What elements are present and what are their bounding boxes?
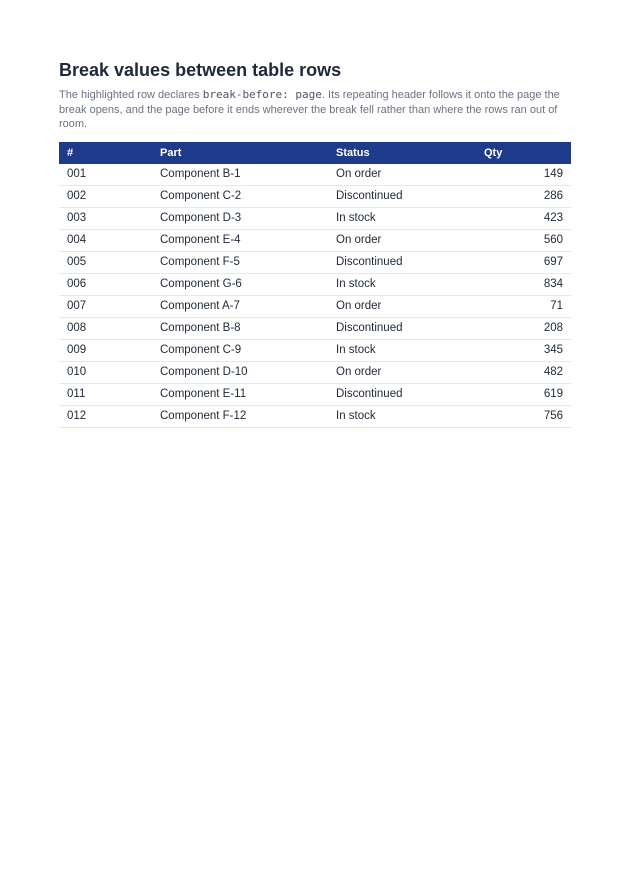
cell-qty: 697 — [476, 251, 571, 273]
cell-status: Discontinued — [328, 383, 476, 405]
cell-qty: 482 — [476, 361, 571, 383]
cell-number: 008 — [59, 317, 152, 339]
column-header-number: # — [67, 146, 74, 159]
cell-number: 003 — [59, 207, 152, 229]
cell-number: 004 — [59, 229, 152, 251]
cell-qty: 286 — [476, 185, 571, 207]
cell-part: Component D-10 — [152, 361, 328, 383]
cell-part: Component F-12 — [152, 405, 328, 427]
cell-part: Component E-4 — [152, 229, 328, 251]
cell-qty: 149 — [476, 164, 571, 186]
description-code: break-before: page — [202, 88, 322, 101]
cell-status: In stock — [328, 339, 476, 361]
cell-number: 010 — [59, 361, 152, 383]
cell-status: On order — [328, 164, 476, 186]
description-text-after: . Its repeating header follows it onto the page the break opens, and the page before it ends wherever the break fell rather than where the rows ran out of room. — [59, 89, 560, 130]
cell-part: Component C-9 — [152, 339, 328, 361]
cell-qty: 756 — [476, 405, 571, 427]
cell-qty: 423 — [476, 207, 571, 229]
table-row — [59, 317, 571, 339]
cell-part: Component A-7 — [152, 295, 328, 317]
cell-status: On order — [328, 295, 476, 317]
table-row — [59, 164, 571, 186]
cell-part: Component E-11 — [152, 383, 328, 405]
cell-qty: 71 — [476, 295, 571, 317]
cell-part: Component G-6 — [152, 273, 328, 295]
cell-number: 009 — [59, 339, 152, 361]
cell-qty: 560 — [476, 229, 571, 251]
page-description — [59, 88, 571, 132]
cell-part: Component F-5 — [152, 251, 328, 273]
cell-status: In stock — [328, 273, 476, 295]
table-row — [59, 251, 571, 273]
document-page — [59, 58, 571, 428]
cell-number: 002 — [59, 185, 152, 207]
cell-number: 012 — [59, 405, 152, 427]
page-title: Break values between table rows — [59, 60, 342, 80]
table-row — [59, 207, 571, 229]
table-row — [59, 185, 571, 207]
parts-table — [59, 142, 571, 428]
cell-status: In stock — [328, 207, 476, 229]
table-row — [59, 405, 571, 427]
cell-status: On order — [328, 229, 476, 251]
cell-qty: 208 — [476, 317, 571, 339]
table-row — [59, 229, 571, 251]
table-row — [59, 295, 571, 317]
table-row — [59, 273, 571, 295]
cell-status: On order — [328, 361, 476, 383]
table-row — [59, 339, 571, 361]
column-header-part: Part — [160, 146, 182, 159]
description-text-before: The highlighted row declares — [59, 89, 203, 101]
column-header-status: Status — [336, 146, 370, 159]
table-header — [59, 142, 571, 164]
cell-qty: 619 — [476, 383, 571, 405]
cell-part: Component C-2 — [152, 185, 328, 207]
cell-part: Component D-3 — [152, 207, 328, 229]
table-row — [59, 383, 571, 405]
table-header-row — [59, 142, 571, 164]
cell-number: 011 — [59, 383, 152, 405]
column-header-qty: Qty — [484, 146, 503, 159]
cell-number: 001 — [59, 164, 152, 186]
cell-qty: 834 — [476, 273, 571, 295]
table-row — [59, 361, 571, 383]
table-body — [59, 164, 571, 428]
cell-status: Discontinued — [328, 251, 476, 273]
cell-status: Discontinued — [328, 317, 476, 339]
cell-number: 007 — [59, 295, 152, 317]
cell-status: Discontinued — [328, 185, 476, 207]
cell-status: In stock — [328, 405, 476, 427]
cell-part: Component B-8 — [152, 317, 328, 339]
cell-number: 006 — [59, 273, 152, 295]
cell-qty: 345 — [476, 339, 571, 361]
cell-number: 005 — [59, 251, 152, 273]
cell-part: Component B-1 — [152, 164, 328, 186]
